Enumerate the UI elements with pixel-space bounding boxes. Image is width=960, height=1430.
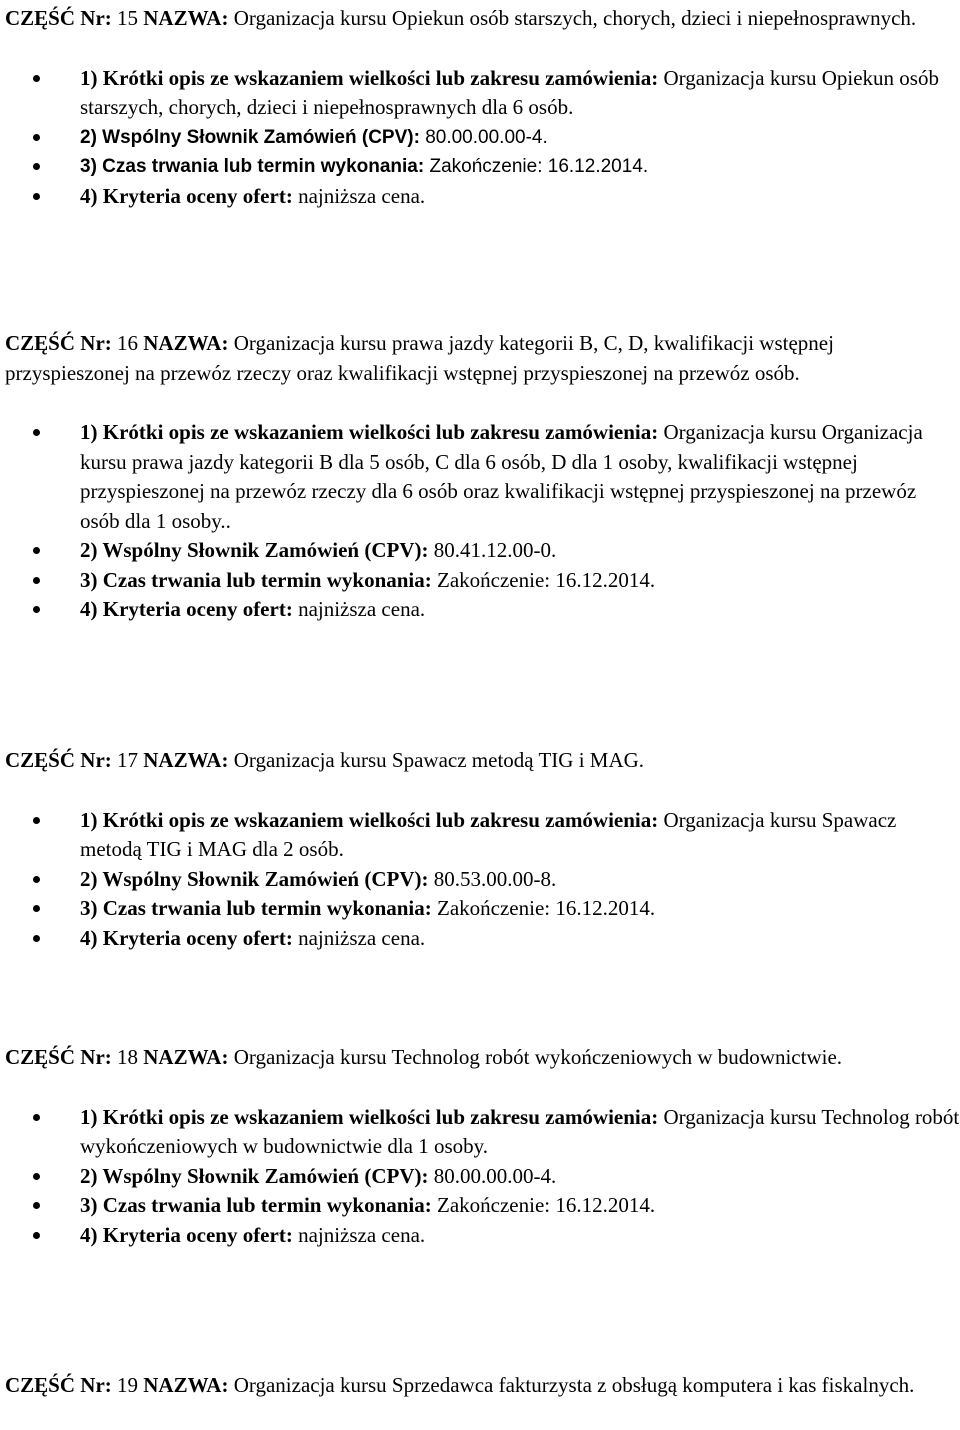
bullet-icon <box>33 905 40 912</box>
list-item-criteria: 4) Kryteria oceny ofert: najniższa cena. <box>5 1221 960 1251</box>
list-item-cpv: 2) Wspólny Słownik Zamówień (CPV): 80.00.00.00-4. <box>5 123 960 153</box>
list-item-duration: 3) Czas trwania lub termin wykonania: Zakończenie: 16.12.2014. <box>5 894 960 924</box>
section-name: Organizacja kursu Technolog robót wykończeniowych w budownictwie. <box>233 1045 843 1069</box>
bullet-icon <box>33 935 40 942</box>
bullet-icon <box>33 1114 40 1121</box>
section-heading: CZĘŚĆ Nr: 18 NAZWA: Organizacja kursu Technolog robót wykończeniowych w budownictwie. <box>5 1045 843 1069</box>
bullet-icon <box>33 193 40 200</box>
section-name: Organizacja kursu prawa jazdy kategorii B, C, D, kwalifikacji wstępnej przyspieszonej na przewóz rzeczy oraz kwalifikacji wstępnej przyspieszonej na przewóz osób. <box>5 331 834 385</box>
bullet-icon <box>33 1232 40 1239</box>
section-name: Organizacja kursu Opiekun osób starszych, chorych, dzieci i niepełnosprawnych. <box>233 6 917 30</box>
section-details <box>5 1103 960 1251</box>
section-heading: CZĘŚĆ Nr: 19 NAZWA: Organizacja kursu Sprzedawca fakturzysta z obsługą komputera i kas fiskalnych. <box>5 1373 915 1397</box>
section-heading: CZĘŚĆ Nr: 16 NAZWA: Organizacja kursu prawa jazdy kategorii B, C, D, kwalifikacji wstępnej przyspieszonej na przewóz rzeczy oraz kwalifikacji wstępnej przyspieszonej na przewóz osób. <box>5 331 834 385</box>
list-item-cpv: 2) Wspólny Słownik Zamówień (CPV): 80.41.12.00-0. <box>5 536 960 566</box>
section-16 <box>5 329 960 625</box>
section-name: Organizacja kursu Sprzedawca fakturzysta z obsługą komputera i kas fiskalnych. <box>233 1373 915 1397</box>
section-heading: CZĘŚĆ Nr: 15 NAZWA: Organizacja kursu Opiekun osób starszych, chorych, dzieci i niepełnosprawnych. <box>5 6 917 30</box>
section-details <box>5 418 960 625</box>
bullet-icon <box>33 75 40 82</box>
bullet-icon <box>33 134 40 141</box>
bullet-icon <box>33 817 40 824</box>
list-item-cpv: 2) Wspólny Słownik Zamówień (CPV): 80.53.00.00-8. <box>5 865 960 895</box>
list-item-description: 1) Krótki opis ze wskazaniem wielkości lub zakresu zamówienia: Organizacja kursu Organizacja kursu prawa jazdy kategorii B dla 5 osób, C dla 6 osób, D dla 1 osoby, kwalifikacji wstępnej przyspieszonej na przewóz rzeczy dla 6 osób oraz kwalifikacji wstępnej przyspieszonej na przewóz osób dla 1 osoby.. <box>5 418 960 536</box>
section-17 <box>5 746 960 953</box>
section-name: Organizacja kursu Spawacz metodą TIG i MAG. <box>233 748 645 772</box>
list-item-criteria: 4) Kryteria oceny ofert: najniższa cena. <box>5 924 960 954</box>
bullet-icon <box>33 547 40 554</box>
list-item-description: 1) Krótki opis ze wskazaniem wielkości lub zakresu zamówienia: Organizacja kursu Spawacz metodą TIG i MAG dla 2 osób. <box>5 806 960 865</box>
bullet-icon <box>33 876 40 883</box>
bullet-icon <box>33 163 40 170</box>
section-19 <box>5 1371 960 1401</box>
bullet-icon <box>33 1202 40 1209</box>
section-details <box>5 64 960 212</box>
section-heading: CZĘŚĆ Nr: 17 NAZWA: Organizacja kursu Spawacz metodą TIG i MAG. <box>5 748 645 772</box>
bullet-icon <box>33 606 40 613</box>
section-details <box>5 806 960 954</box>
section-18 <box>5 1043 960 1250</box>
bullet-icon <box>33 1173 40 1180</box>
bullet-icon <box>33 429 40 436</box>
list-item-criteria: 4) Kryteria oceny ofert: najniższa cena. <box>5 595 960 625</box>
list-item-criteria: 4) Kryteria oceny ofert: najniższa cena. <box>5 182 960 212</box>
list-item-duration: 3) Czas trwania lub termin wykonania: Zakończenie: 16.12.2014. <box>5 566 960 596</box>
list-item-duration: 3) Czas trwania lub termin wykonania: Zakończenie: 16.12.2014. <box>5 152 960 182</box>
list-item-duration: 3) Czas trwania lub termin wykonania: Zakończenie: 16.12.2014. <box>5 1191 960 1221</box>
list-item-description: 1) Krótki opis ze wskazaniem wielkości lub zakresu zamówienia: Organizacja kursu Technolog robót wykończeniowych w budownictwie dla 1 osoby. <box>5 1103 960 1162</box>
list-item-cpv: 2) Wspólny Słownik Zamówień (CPV): 80.00.00.00-4. <box>5 1162 960 1192</box>
bullet-icon <box>33 577 40 584</box>
section-15 <box>5 4 960 211</box>
list-item-description: 1) Krótki opis ze wskazaniem wielkości lub zakresu zamówienia: Organizacja kursu Opiekun osób starszych, chorych, dzieci i niepełnosprawnych dla 6 osób. <box>5 64 960 123</box>
